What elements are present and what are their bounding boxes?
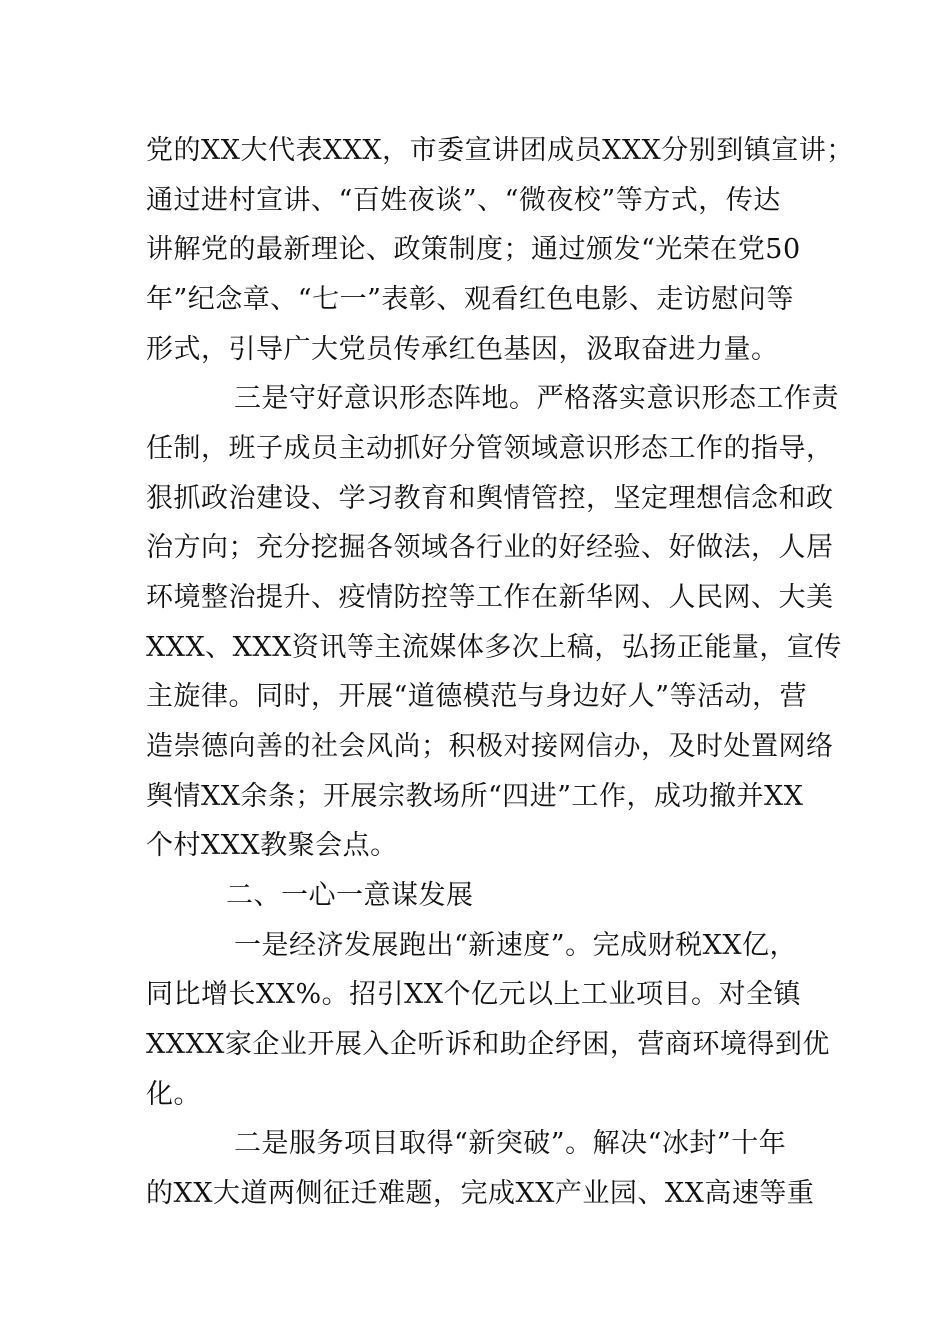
text-line: 党的XX大代表XXX，市委宣讲团成员XXX分别到镇宣讲； bbox=[146, 135, 854, 166]
text-line: 同比增长XX%。招引XX个亿元以上工业项目。对全镇 bbox=[146, 979, 802, 1010]
text-line: 环境整治提升、疫情防控等工作在新华网、人民网、大美 bbox=[146, 582, 834, 613]
text-line: XXX、XXX资讯等主流媒体多次上稿，弘扬正能量，宣传 bbox=[146, 632, 842, 663]
text-line: 的XX大道两侧征迁难题，完成XX产业园、XX高速等重 bbox=[146, 1178, 815, 1209]
text-line: 形式，引导广大党员传承红色基因，汲取奋进力量。 bbox=[146, 334, 779, 365]
section-heading: 二、一心一意谋发展 bbox=[226, 880, 474, 911]
text-line: 造崇德向善的社会风尚；积极对接网信办，及时处置网络 bbox=[146, 731, 834, 762]
text-line: 治方向；充分挖掘各领域各行业的好经验、好做法，人居 bbox=[146, 532, 834, 563]
paragraph-heading: 二是服务项目取得“新突破”。解决“冰封”十年 bbox=[234, 1128, 787, 1159]
text-line: 主旋律。同时，开展“道德模范与身边好人”等活动，营 bbox=[146, 681, 808, 712]
text-line: 化。 bbox=[146, 1079, 201, 1110]
paragraph-heading: 一是经济发展跑出“新速度”。完成财税XX亿， bbox=[234, 930, 798, 961]
text-line: 任制，班子成员主动抓好分管领域意识形态工作的指导， bbox=[146, 433, 834, 464]
text-line: 年”纪念章、“七一”表彰、观看红色电影、走访慰问等 bbox=[146, 284, 794, 315]
text-line: 个村XXX教聚会点。 bbox=[146, 830, 398, 861]
text-line: 舆情XX余条；开展宗教场所“四进”工作，成功撤并XX bbox=[146, 781, 804, 812]
text-line: 狠抓政治建设、学习教育和舆情管控，坚定理想信念和政 bbox=[146, 483, 834, 514]
paragraph-heading: 三是守好意识形态阵地。严格落实意识形态工作责 bbox=[234, 383, 839, 414]
text-line: 讲解党的最新理论、政策制度；通过颁发“光荣在党50 bbox=[146, 234, 801, 265]
text-line: 通过进村宣讲、“百姓夜谈”、“微夜校”等方式，传达 bbox=[146, 185, 781, 216]
text-line: XXXX家企业开展入企听诉和助企纾困，营商环境得到优 bbox=[146, 1029, 830, 1060]
